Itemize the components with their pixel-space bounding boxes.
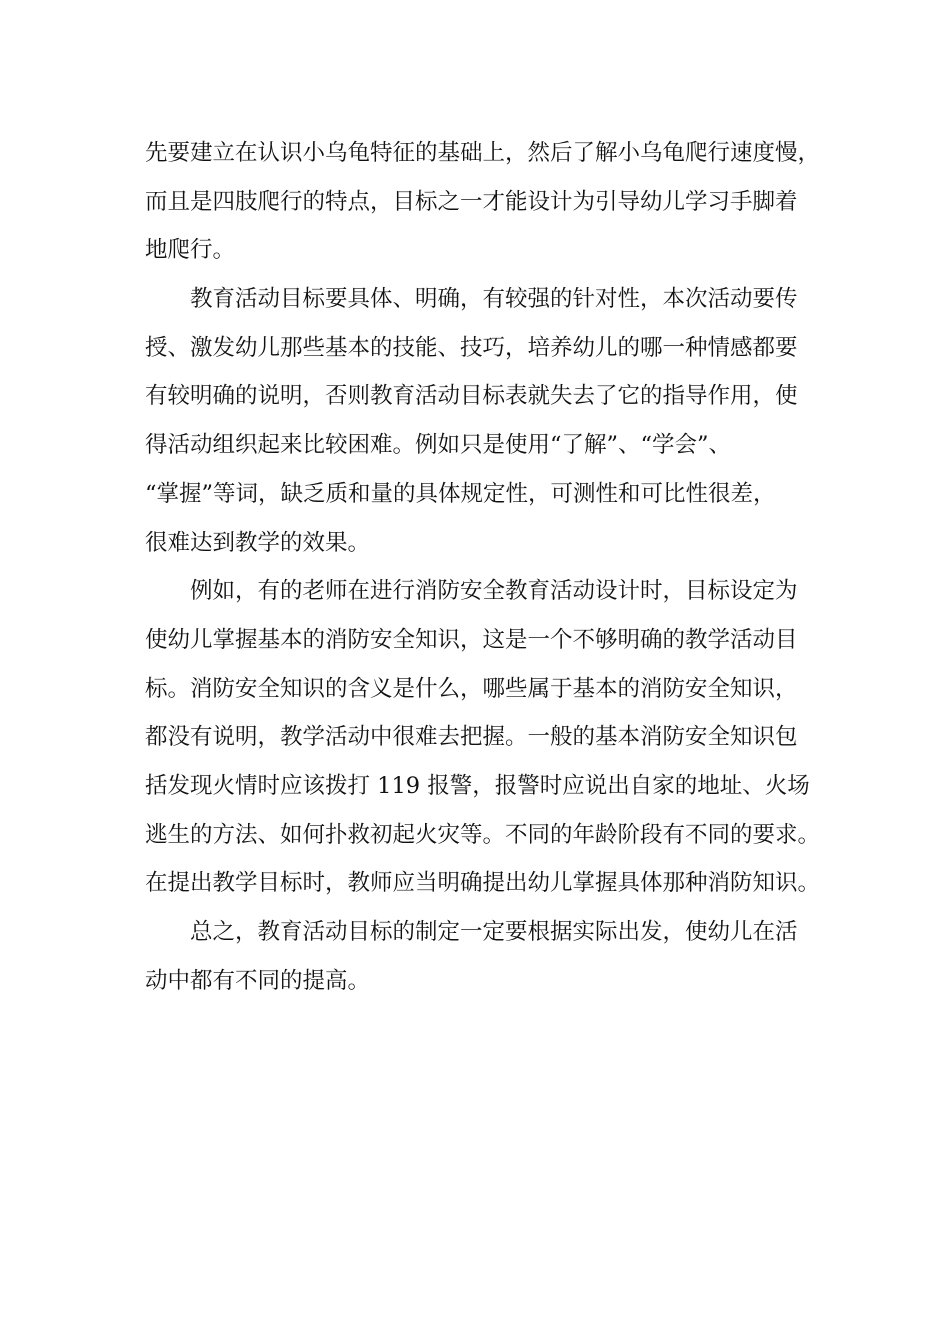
text-line-11: 使幼儿掌握基本的消防安全知识，这是一个不够明确的教学活动目 bbox=[145, 626, 798, 653]
text-line-1: 先要建立在认识小乌龟特征的基础上，然后了解小乌龟爬行速度慢， bbox=[145, 140, 821, 166]
text-line-10: 例如，有的老师在进行消防安全教育活动设计时，目标设定为 bbox=[190, 578, 798, 605]
text-line-13: 都没有说明，教学活动中很难去把握。一般的基本消防安全知识包 bbox=[145, 724, 798, 751]
text-line-12: 标。消防安全知识的含义是什么，哪些属于基本的消防安全知识， bbox=[145, 675, 798, 702]
text-line-18: 动中都有不同的提高。 bbox=[145, 967, 371, 994]
text-line-17: 总之，教育活动目标的制定一定要根据实际出发，使幼儿在活 bbox=[190, 919, 798, 945]
text-line-16: 在提出教学目标时，教师应当明确提出幼儿掌握具体那种消防知识。 bbox=[145, 870, 821, 897]
text-line-9: 很难达到教学的效果。 bbox=[145, 529, 371, 556]
text-line-14: 括发现火情时应该拨打 119 报警，报警时应说出自家的地址、火场 bbox=[145, 772, 810, 799]
text-line-6: 有较明确的说明，否则教育活动目标表就失去了它的指导作用，使 bbox=[145, 383, 798, 410]
text-line-5: 授、激发幼儿那些基本的技能、技巧，培养幼儿的哪一种情感都要 bbox=[145, 334, 798, 361]
text-line-4: 教育活动目标要具体、明确，有较强的针对性，本次活动要传 bbox=[190, 286, 798, 313]
text-line-3: 地爬行。 bbox=[145, 237, 236, 264]
text-line-2: 而且是四肢爬行的特点，目标之一才能设计为引导幼儿学习手脚着 bbox=[145, 188, 798, 215]
text-line-15: 逃生的方法、如何扑救初起火灾等。不同的年龄阶段有不同的要求。 bbox=[145, 821, 821, 848]
body-text bbox=[145, 129, 825, 1005]
text-line-8: “掌握”等词，缺乏质和量的具体规定性，可测性和可比性很差， bbox=[145, 480, 776, 507]
text-line-7: 得活动组织起来比较困难。例如只是使用“了解”、“学会”、 bbox=[145, 432, 732, 459]
